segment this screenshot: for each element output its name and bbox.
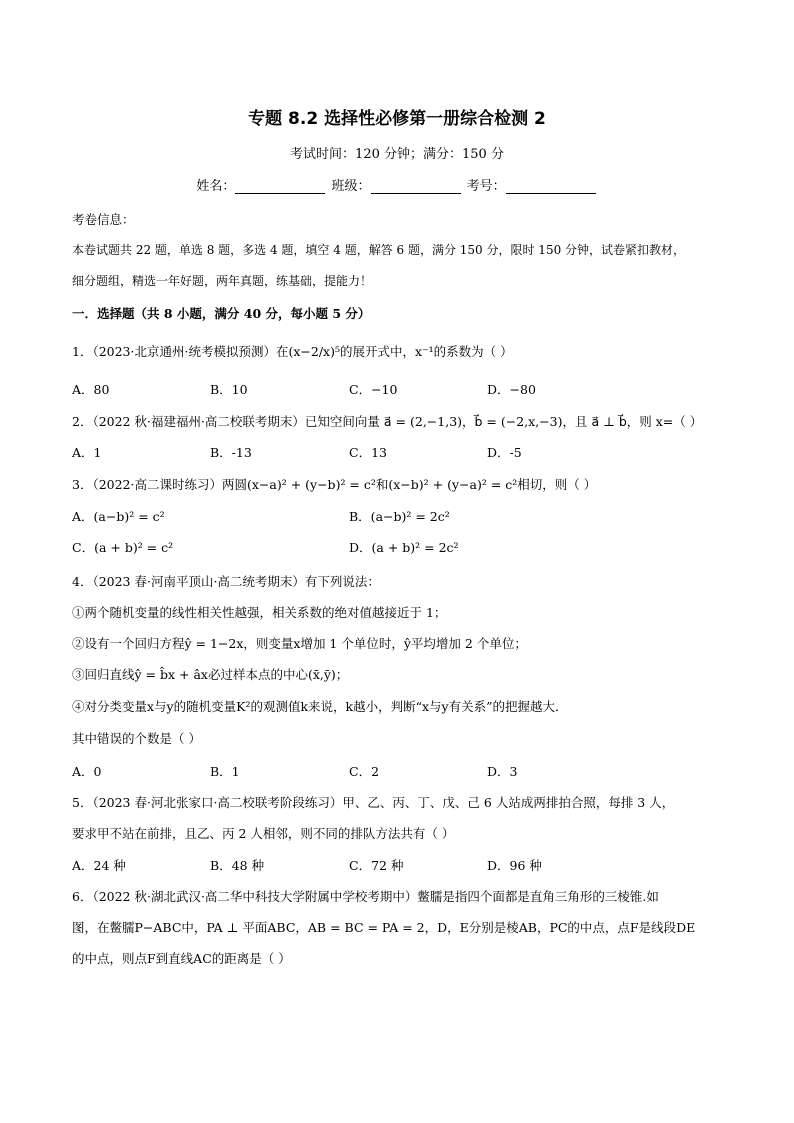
number-blank[interactable] — [506, 179, 596, 194]
class-label: 班级： — [331, 179, 371, 194]
question-2-stem: 2．（2022 秋·福建福州·高二校联考期末）已知空间向量 a⃗ = (2,−1,3)，b⃗ = (−2,x,−3)，且 a⃗ ⊥ b⃗，则 x=（ ） — [72, 414, 703, 429]
q4-statement-4: ④对分类变量x与y的随机变量K²的观测值k来说，k越小，判断“x与y有关系”的把握越大． — [72, 699, 568, 714]
q5-option-a[interactable]: A．24 种 — [72, 858, 126, 873]
number-label: 考号： — [466, 179, 506, 194]
question-5-stem-line-1: 5．（2023 春·河北张家口·高二校联考阶段练习）甲、乙、丙、丁、戊、己 6 人站成两排拍合照，每排 3 人， — [72, 795, 675, 810]
info-header: 考卷信息： — [72, 212, 135, 227]
q3-option-c[interactable]: C．(a + b)² = c² — [72, 540, 174, 555]
q4-statement-1: ①两个随机变量的线性相关性越强，相关系数的绝对值越接近于 1； — [72, 605, 447, 620]
q3-option-a[interactable]: A．(a−b)² = c² — [72, 509, 165, 524]
q3-option-b[interactable]: B．(a−b)² = 2c² — [349, 509, 450, 524]
question-6-stem-line-2: 图，在鳖臑P−ABC中，PA ⊥ 平面ABC，AB = BC = PA = 2，D，E分别是棱AB，PC的中点，点F是线段DE — [72, 920, 696, 935]
q5-option-b[interactable]: B．48 种 — [210, 858, 265, 873]
name-blank[interactable] — [235, 179, 325, 194]
name-label: 姓名： — [196, 179, 236, 194]
question-5-stem-line-2: 要求甲不站在前排，且乙、丙 2 人相邻，则不同的排队方法共有（ ） — [72, 826, 455, 841]
q4-option-c[interactable]: C．2 — [349, 764, 380, 779]
q4-ask: 其中错误的个数是（ ） — [72, 731, 201, 746]
q1-option-c[interactable]: C．−10 — [349, 382, 398, 397]
q4-statement-2: ②设有一个回归方程ŷ = 1−2x，则变量x增加 1 个单位时，ŷ平均增加 2 个单位； — [72, 636, 527, 651]
q1-option-d[interactable]: D．−80 — [487, 382, 536, 397]
q4-option-a[interactable]: A．0 — [72, 764, 102, 779]
question-3-stem: 3．（2022·高二课时练习）两圆(x−a)² + (y−b)² = c²和(x−b)² + (y−a)² = c²相切，则（ ） — [72, 477, 597, 492]
student-fields — [0, 175, 794, 194]
question-6-stem-line-1: 6．（2022 秋·湖北武汉·高二华中科技大学附属中学校考期中）鳖臑是指四个面都是直角三角形的三棱锥.如 — [72, 889, 659, 904]
question-1-stem: 1．（2023·北京通州·统考模拟预测）在(x−2/x)⁵的展开式中，x⁻¹的系数为（ ） — [72, 344, 513, 359]
q4-option-d[interactable]: D．3 — [487, 764, 518, 779]
q5-option-c[interactable]: C．72 种 — [349, 858, 404, 873]
q3-option-d[interactable]: D．(a + b)² = 2c² — [349, 540, 459, 555]
q5-option-d[interactable]: D．96 种 — [487, 858, 542, 873]
q2-option-d[interactable]: D．-5 — [487, 445, 522, 460]
question-6-stem-line-3: 的中点，则点F到直线AC的距离是（ ） — [72, 951, 291, 966]
question-4-stem: 4．（2023 春·河南平顶山·高二统考期末）有下列说法： — [72, 574, 380, 589]
info-line-1: 本卷试题共 22 题，单选 8 题，多选 4 题，填空 4 题，解答 6 题，满分 150 分，限时 150 分钟，试卷紧扣教材， — [72, 243, 686, 257]
section-heading: 一．选择题（共 8 小题，满分 40 分，每小题 5 分） — [72, 306, 371, 321]
q2-option-c[interactable]: C．13 — [349, 445, 387, 460]
q2-option-b[interactable]: B．-13 — [210, 445, 252, 460]
q2-option-a[interactable]: A．1 — [72, 445, 102, 460]
q4-option-b[interactable]: B．1 — [210, 764, 240, 779]
info-line-2: 细分题组，精选一年好题，两年真题，练基础，提能力！ — [72, 274, 373, 288]
q1-option-a[interactable]: A．80 — [72, 382, 110, 397]
exam-info: 考试时间：120 分钟；满分：150 分 — [290, 147, 504, 162]
page-title: 专题 8.2 选择性必修第一册综合检测 2 — [248, 109, 546, 129]
q1-option-b[interactable]: B．10 — [210, 382, 248, 397]
class-blank[interactable] — [371, 179, 461, 194]
q4-statement-3: ③回归直线ŷ = b̂x + âx必过样本点的中心(x̄,ȳ)； — [72, 667, 349, 682]
